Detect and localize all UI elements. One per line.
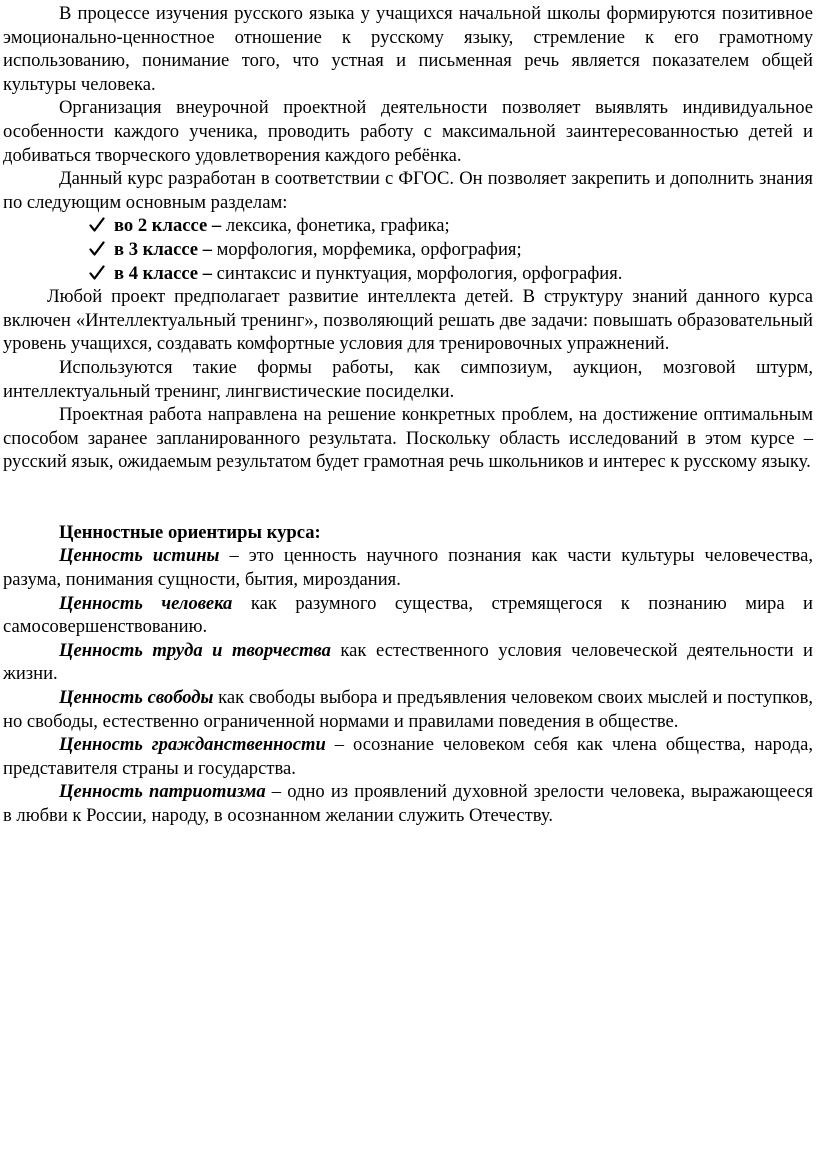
list-item — [89, 262, 813, 286]
value-description: – осознание человеком себя как члена общества, народа, представителя страны и государства. — [3, 734, 813, 779]
value-paragraph — [3, 686, 813, 733]
check-icon — [89, 241, 105, 257]
value-term: Ценность человека — [59, 592, 233, 614]
grade-label: во 2 классе – — [114, 215, 222, 237]
list-item — [89, 214, 813, 238]
value-description: как разумного существа, стремящегося к познанию мира и самосовершенствованию. — [3, 592, 814, 638]
check-icon — [89, 217, 105, 233]
intro-paragraph-2: Организация внеурочной проектной деятельности позволяет выявлять индивидуальное особенности каждого ученика, проводить работу с максимальной заинтересованностью детей и добиваться творческого удовлетворения каждого ребёнка. — [3, 97, 813, 166]
value-paragraph — [3, 780, 813, 827]
value-paragraph — [3, 592, 813, 639]
value-description: – это ценность научного познания как части культуры человечества, разума, понимания сущности, бытия, мироздания. — [3, 545, 813, 591]
grade-topics: синтаксис и пунктуация, морфология, орфография. — [212, 262, 623, 284]
value-description: – одно из проявлений духовной зрелости человека, выражающееся в любви к России, народу, в осознанном желании служить Отечеству. — [3, 781, 813, 826]
intro-paragraph-1: В процессе изучения русского языка у учащихся начальной школы формируются позитивное эмоционально-ценностное отношение к русскому языку, стремление к его грамотному использованию, понимание того, что устная и письменная речь является показателем общей культуры человека. — [3, 3, 813, 95]
value-term: Ценность гражданственности — [59, 734, 326, 756]
value-description: как естественного условия человеческой деятельности и жизни. — [3, 639, 813, 685]
intro-paragraph-3: Данный курс разработан в соответствии с ФГОС. Он позволяет закрепить и дополнить знания по следующим основным разделам: — [3, 168, 813, 213]
body-paragraph-1: Любой проект предполагает развитие интеллекта детей. В структуру знаний данного курса включен «Интеллектуальный тренинг», позволяющий решать две задачи: повышать образовательный уровень учащихся, создавать комфортные условия для тренировочных упражнений. — [3, 286, 813, 355]
value-paragraph — [3, 639, 813, 686]
value-term: Ценность патриотизма — [59, 781, 266, 803]
value-term: Ценность истины — [59, 545, 220, 567]
value-description: как свободы выбора и предъявления человеком своих мыслей и поступков, но свободы, естественно ограниченной нормами и правилами поведения в обществе. — [3, 687, 814, 732]
grades-list — [3, 214, 813, 285]
section-spacer — [3, 474, 813, 521]
check-icon — [89, 265, 105, 281]
list-item — [89, 238, 813, 262]
grade-topics: лексика, фонетика, графика; — [221, 215, 450, 237]
body-paragraph-2: Используются такие формы работы, как симпозиум, аукцион, мозговой штурм, интеллектуальный тренинг, лингвистические посиделки. — [3, 356, 813, 402]
body-paragraph-3: Проектная работа направлена на решение конкретных проблем, на достижение оптимальным способом заранее запланированного результата. Поскольку область исследований в этом курсе – русский язык, ожидаемым результатом будет грамотная речь школьников и интерес к русскому языку. — [3, 404, 813, 473]
values-heading: Ценностные ориентиры курса: — [59, 521, 321, 543]
grade-topics: морфология, морфемика, орфография; — [212, 238, 522, 260]
value-term: Ценность труда и творчества — [59, 639, 331, 661]
value-paragraph — [3, 544, 813, 591]
value-paragraph — [3, 733, 813, 780]
grade-label: в 3 классе – — [114, 238, 213, 260]
grade-label: в 4 классе – — [114, 262, 213, 284]
value-term: Ценность свободы — [59, 687, 214, 709]
